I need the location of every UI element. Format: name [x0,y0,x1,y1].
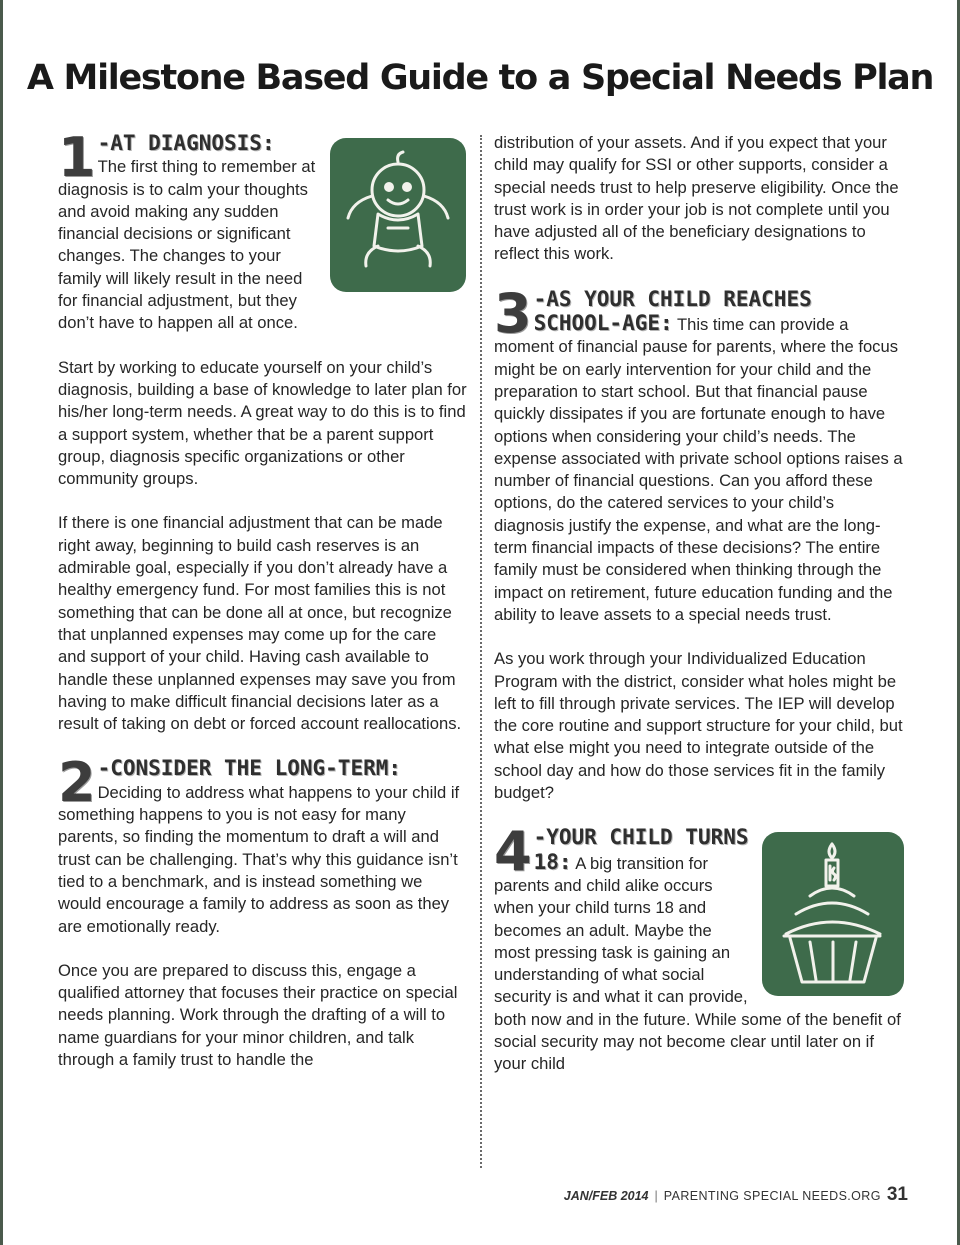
section-number: 3 [494,281,532,345]
section-heading: -YOUR CHILD TURNS 18: [533,825,749,874]
section-lead-text: This time can provide a moment of financial pause for parents, where the focus might be on early intervention for your child and the preparation to start school. But that financial pause quickly dissipates if you are fortunate enough to have options when considering your child’s needs. The expense associated with private school options raises a number of financial questions. Can you afford these options, do the catered services to your child’s diagnosis justify the expense, and what are the long-term financial impacts of these decisions? The entire family must be considered when thinking through the impact on retirement, future education funding and the ability to leave assets to a special needs trust. [494,315,903,624]
baby-chalk-icon [328,136,468,294]
section-heading: -CONSIDER THE LONG-TERM: [97,756,402,781]
paragraph: If there is one financial adjustment that can be made right away, beginning to build cash reserves is an admirable goal, especially if you don’t already have a healthy emergency fund. For most families this is not something that can be done all at once, but recognize that unplanned expenses may come up for the care and support of your child. Having cash available to handle these unplanned expenses may save you from having to make difficult financial decisions later as a result of taking on debt or forced account reallocations. [58,513,462,734]
column-divider [480,135,482,1168]
footer-separator: | [654,1189,658,1203]
paragraph: Once you are prepared to discuss this, engage a qualified attorney that focuses their practice on special needs planning. Work through the drafting of a will to name guardians for your minor children, and talk through a family trust to handle the [58,960,458,1069]
page-title: A Milestone Based Guide to a Special Needs Plan [26,58,934,98]
section-school-age-lead [494,281,906,626]
section-at-diagnosis [58,126,468,735]
section-lead-text: A big transition for parents and child alike occurs when your child turns 18 and becomes an adult. Maybe the most pressing task is gaining an understanding of what social security is and what it can provide, both now and in the future. While some of the benefit of social security may not become clear until later on if your child [494,853,901,1074]
section-consider-long-term [58,751,468,1071]
paragraph-continued: distribution of your assets. And if you expect that your child may qualify for SSI or other supports, consider a special needs trust to help preserve eligibility. Once the trust work is in order your job is not complete until you have adjusted all of the beneficiary designations to reflect this work. [494,133,899,264]
left-column [58,126,468,1093]
cupcake-chalk-icon [760,830,906,998]
section-turns-18 [494,820,906,1075]
issue-date: JAN/FEB 2014 [563,1189,649,1203]
site-name: PARENTING SPECIAL NEEDS.ORG [663,1189,881,1203]
section-heading: -AS YOUR CHILD REACHES SCHOOL-AGE: [533,286,812,336]
page-number: 31 [886,1184,908,1205]
section-heading: -AT DIAGNOSIS: [97,131,275,155]
right-column [494,132,906,1098]
page-footer [564,1184,908,1206]
section-consider-long-term-lead [58,751,468,937]
section-number: 1 [58,126,96,189]
section-lead-text: The first thing to remember at diagnosis is to calm your thoughts and avoid making any sudden financial decisions or significant changes. The changes to your family will likely result in the need for financial adjustment, but they don’t have to happen all at once. [58,157,316,333]
paragraph: As you work through your Individualized Education Program with the district, consider what holes might be left to fill through private services. The IEP will develop the core routine and support structure for your child, but what else might you need to integrate outside of the school day and how do those services fit in the family budget? [494,649,903,803]
section-number: 4 [494,820,532,884]
section-number: 2 [58,751,96,815]
page-edge-left [0,0,3,1245]
section-lead-text: Deciding to address what happens to your child if something happens to you is not easy for many parents, so finding the momentum to draft a will and trust can be challenging. That’s why this guidance isn’t tied to a benchmark, and is instead something we would encourage a family to address as soon as they are emotionally ready. [58,782,460,936]
paragraph: Start by working to educate yourself on your child’s diagnosis, building a base of knowledge to later plan for his/her long-term needs. A great way to do this is to find a support system, whether that be a parent support group, diagnosis specific organizations or other community groups. [58,357,467,489]
section-school-age [494,281,906,805]
